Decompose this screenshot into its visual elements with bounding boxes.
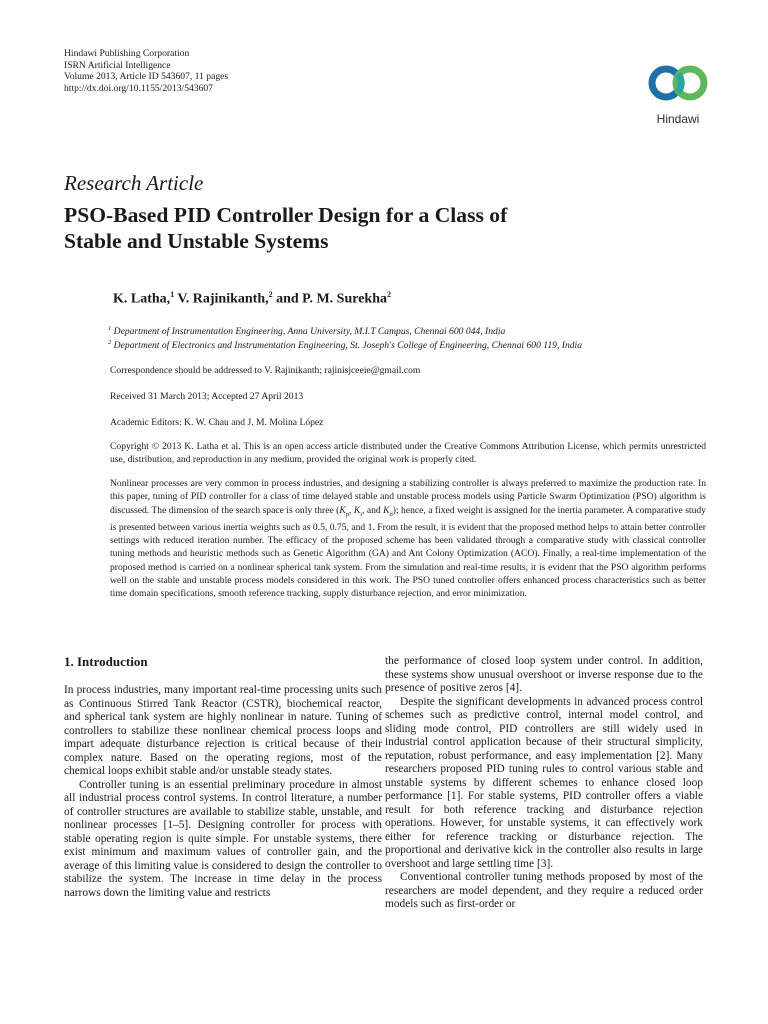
intro-paragraph-4: Despite the significant developments in advanced process control schemes such as predictive control, internal model control, and sliding mode control, PID controllers are still widely used in industrial control application because of their structural simplicity, reputation, robust performance, and easy implementation [2]. Many researchers proposed PID tuning rules to control various stable and unstable systems by different schemes to enhance closed loop performance [1]. For stable systems, PID controller offers a viable result for both reference tracking and disturbance rejection operations. However, for unstable systems, it can effectively work either for reference tracking or disturbance rejection. The proportional and derivative kick in the controller also results in large overshoot and large settling time [3]. — [385, 695, 703, 870]
volume-info: Volume 2013, Article ID 543607, 11 pages — [64, 71, 229, 83]
kd-subscript: d — [389, 510, 393, 518]
author-2-affiliation: 2 — [268, 290, 273, 299]
publisher-name: Hindawi Publishing Corporation — [64, 48, 190, 59]
abstract — [110, 477, 706, 601]
author-2: V. Rajinikanth, — [174, 291, 269, 307]
author-1-affiliation: 1 — [170, 290, 175, 299]
journal-name: ISRN Artificial Intelligence — [64, 59, 171, 71]
article-type: Research Article — [64, 171, 204, 195]
affiliation-2-text: Department of Electronics and Instrumentation Engineering, St. Joseph's College of Engineering, Chennai 600 119, India — [111, 340, 582, 352]
intro-paragraph-2: Controller tuning is an essential preliminary procedure in almost all industrial process control systems. In control literature, a number of controller structures are available to stabilize stable, unstable, and nonlinear processes [1–5]. Designing controller for process with stable operating region is quite simple. For unstable systems, there exist minimum and maximum values of controller gain, and the average of this limiting value is considered to design the controller to stabilize the system. The increase in time delay in the process narrows down the limiting value and restricts — [64, 778, 382, 899]
author-3-affiliation: 2 — [386, 290, 391, 299]
abstract-separator-1: , — [349, 504, 354, 516]
ki-subscript: i — [360, 510, 363, 518]
author-3: and P. M. Surekha — [272, 291, 387, 307]
logo-ring-overlap — [678, 74, 681, 92]
affiliation-2 — [108, 336, 582, 352]
ki-symbol: K — [353, 504, 361, 516]
title-line-2: Stable and Unstable Systems — [64, 229, 329, 253]
author-list — [113, 290, 391, 308]
section-heading-introduction: 1. Introduction — [64, 654, 148, 669]
received-dates: Received 31 March 2013; Accepted 27 April 2013 — [110, 391, 304, 402]
abstract-text-2: ); hence, a fixed weight is assigned for the inertia parameter. A comparative study is presented between various inertia weights such as 0.5, 0.75, and 1. From the result, it is evident that the proposed method helps to attain better controller settings with reduced iteration number. The efficacy of the proposed scheme has been validated through a comparative study with classical controller tuning methods and heuristic methods such as Genetic Algorithm (GA) and Ant Colony Optimization (ACO). Finally, a real-time implementation of the proposed method is carried on a nonlinear spherical tank system. From the simulation and real-time results, it is evident that the PSO algorithm performs well on the stable and unstable process models considered in this work. The PSO tuned controller offers enhanced process characteristics such as better time domain specifications, smooth reference tracking, supply disturbance rejection, and error minimization. — [110, 504, 706, 600]
paper-title — [64, 202, 624, 254]
copyright-notice: Copyright © 2013 K. Latha et al. This is an open access article distributed under the Creative Commons Attribution License, which permits unrestricted use, distribution, and reproduction in any medium, provided the original work is properly cited. — [110, 441, 706, 466]
kp-symbol: K — [339, 504, 346, 516]
intro-paragraph-5: Conventional controller tuning methods proposed by most of the researchers are model dependent, and they require a reduced order models such as first-order or — [385, 871, 703, 910]
affiliation-1-text: Department of Instrumentation Engineering, Anna University, M.I.T Campus, Chennai 600 044, India — [111, 326, 506, 338]
abstract-separator-2: , and — [362, 504, 384, 516]
affiliation-1-number: 1 — [108, 325, 112, 332]
journal-header — [64, 48, 228, 94]
academic-editors: Academic Editors: K. W. Chau and J. M. Molina López — [110, 417, 324, 428]
hindawi-logo-text: Hindawi — [656, 112, 700, 126]
right-column — [385, 655, 703, 912]
author-1: K. Latha, — [113, 291, 171, 307]
title-line-1: PSO-Based PID Controller Design for a Class of — [64, 203, 508, 227]
intro-paragraph-3: the performance of closed loop system under control. In addition, these systems show unusual overshoot or inverse response due to the presence of positive zeros [4]. — [385, 655, 703, 694]
affiliation-2-number: 2 — [108, 339, 112, 346]
intro-paragraph-1: In process industries, many important real-time processing units such as Continuous Stirred Tank Reactor (CSTR), biochemical reactor, and spherical tank system are highly nonlinear in nature. Tuning of controllers to stabilize these nonlinear chemical process loops and impart adequate disturbance rejection is critical because of their complex nature. Based on the operating regions, most of the chemical loops exhibit stable and/or unstable steady states. — [64, 684, 382, 777]
abstract-text-1: Nonlinear processes are very common in process industries, and designing a stabilizing controller is always preferred to maximize the production rate. In this paper, tuning of PID controller for a class of time delayed stable and unstable process models using Particle Swarm Optimization (PSO) algorithm is discussed. The dimension of the search space is only three ( — [110, 478, 706, 516]
correspondence-note: Correspondence should be addressed to V. Rajinikanth; rajinisjceeie@gmail.com — [110, 365, 421, 376]
doi-link[interactable]: http://dx.doi.org/10.1155/2013/543607 — [64, 82, 213, 94]
kp-subscript: p — [345, 510, 350, 518]
left-column — [64, 684, 382, 900]
kd-symbol: K — [383, 504, 390, 516]
